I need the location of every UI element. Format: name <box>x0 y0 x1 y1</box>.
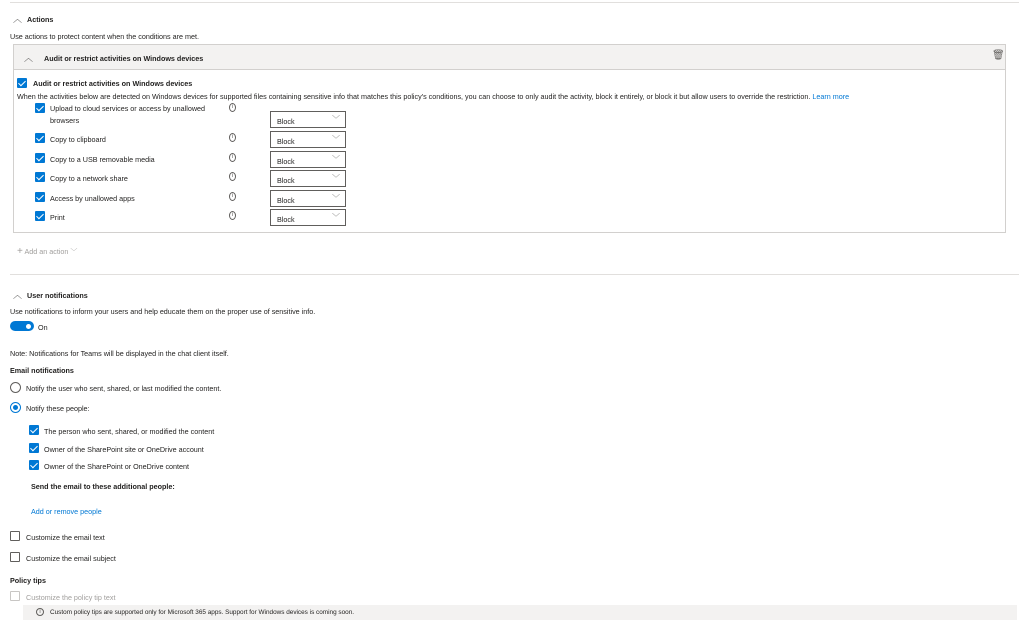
radio-notify-people[interactable] <box>10 402 21 413</box>
people-label-sender: The person who sent, shared, or modified the content <box>44 427 215 436</box>
customize-email-subject-label: Customize the email subject <box>26 554 116 563</box>
chevron-up-icon: ︿ <box>13 290 23 300</box>
activity-label-upload: Upload to cloud services or access by unallowed <box>50 104 206 113</box>
customize-email-text-label: Customize the email text <box>26 533 105 542</box>
people-label-site-owner: Owner of the SharePoint site or OneDrive account <box>44 445 204 454</box>
customize-email-text-checkbox[interactable] <box>10 531 20 541</box>
activity-checkbox-apps[interactable] <box>35 192 45 202</box>
trash-icon[interactable]: 🗑 <box>992 50 1005 61</box>
audit-panel <box>13 44 1006 233</box>
audit-section-description <box>17 92 849 101</box>
chevron-down-icon: ﹀ <box>332 213 340 222</box>
audit-section-label: Audit or restrict activities on Windows devices <box>33 79 193 88</box>
additional-people-heading: Send the email to these additional people: <box>31 482 175 491</box>
select-value: Block <box>277 196 295 205</box>
activity-select-apps[interactable] <box>270 190 346 207</box>
people-checkbox-site-owner[interactable] <box>29 443 39 453</box>
info-icon[interactable]: i <box>229 133 236 142</box>
add-action-label: Add an action <box>24 247 69 256</box>
activity-select-usb[interactable] <box>270 151 346 168</box>
chevron-up-icon: ︿ <box>13 14 23 24</box>
user-notifications-collapse-toggle[interactable] <box>13 288 88 301</box>
people-checkbox-sender[interactable] <box>29 425 39 435</box>
add-remove-people-link[interactable]: Add or remove people <box>31 507 102 516</box>
select-value: Block <box>277 117 295 126</box>
activity-label-network: Copy to a network share <box>50 174 128 183</box>
activity-checkbox-print[interactable] <box>35 211 45 221</box>
activity-label-apps: Access by unallowed apps <box>50 194 135 203</box>
activity-select-network[interactable] <box>270 170 346 187</box>
activity-label-print: Print <box>50 213 65 222</box>
activity-label-clipboard: Copy to clipboard <box>50 135 106 144</box>
actions-heading: Actions <box>27 15 54 24</box>
activity-checkbox-usb[interactable] <box>35 153 45 163</box>
radio-notify-sender[interactable] <box>10 382 21 393</box>
info-icon[interactable]: i <box>229 211 236 220</box>
learn-more-link[interactable]: Learn more <box>812 92 850 101</box>
info-banner-text: Custom policy tips are supported only for Microsoft 365 apps. Support for Windows devices is coming soon. <box>50 609 355 616</box>
audit-section-checkbox[interactable] <box>17 78 27 88</box>
select-value: Block <box>277 137 295 146</box>
select-value: Block <box>277 215 295 224</box>
activity-select-print[interactable] <box>270 209 346 226</box>
customize-email-subject-checkbox[interactable] <box>10 552 20 562</box>
chevron-down-icon: ﹀ <box>332 174 340 183</box>
people-checkbox-content-owner[interactable] <box>29 460 39 470</box>
notifications-toggle[interactable] <box>10 321 34 331</box>
plus-icon: + <box>17 246 23 257</box>
audit-panel-header[interactable] <box>14 45 1005 70</box>
chevron-down-icon: ﹀ <box>332 194 340 203</box>
policy-tips-heading: Policy tips <box>10 576 46 585</box>
email-notifications-heading: Email notifications <box>10 366 74 375</box>
policy-tip-info-banner <box>23 605 1017 620</box>
info-icon[interactable]: i <box>229 103 236 112</box>
user-notifications-heading: User notifications <box>27 291 88 300</box>
audit-panel-title: Audit or restrict activities on Windows devices <box>44 54 204 63</box>
radio-notify-people-label: Notify these people: <box>26 404 90 413</box>
activity-select-clipboard[interactable] <box>270 131 346 148</box>
customize-policy-tip-label: Customize the policy tip text <box>26 593 116 602</box>
customize-policy-tip-checkbox[interactable] <box>10 591 20 601</box>
user-notifications-description: Use notifications to inform your users and help educate them on the proper use of sensitive info. <box>10 307 316 316</box>
people-label-content-owner: Owner of the SharePoint or OneDrive content <box>44 462 190 471</box>
section-divider <box>10 274 1019 275</box>
activity-checkbox-network[interactable] <box>35 172 45 182</box>
audit-description-text: When the activities below are detected on Windows devices for supported files containing sensitive info that matches this policy's conditions, you can choose to only audit the activity, block it entirely, or block it but allow users to override the restriction. <box>17 92 811 101</box>
activity-label-usb: Copy to a USB removable media <box>50 155 155 164</box>
toggle-label: On <box>38 323 48 332</box>
info-icon[interactable]: i <box>229 172 236 181</box>
actions-description: Use actions to protect content when the conditions are met. <box>10 32 199 41</box>
radio-notify-sender-label: Notify the user who sent, shared, or last modified the content. <box>26 384 222 393</box>
chevron-down-icon: ﹀ <box>70 249 78 256</box>
chevron-down-icon: ﹀ <box>332 135 340 144</box>
select-value: Block <box>277 157 295 166</box>
activity-select-upload[interactable] <box>270 111 346 128</box>
activity-checkbox-clipboard[interactable] <box>35 133 45 143</box>
info-icon[interactable]: i <box>229 153 236 162</box>
chevron-down-icon: ﹀ <box>332 155 340 164</box>
top-divider <box>10 2 1019 3</box>
teams-note: Note: Notifications for Teams will be displayed in the chat client itself. <box>10 349 229 358</box>
info-icon[interactable]: i <box>229 192 236 201</box>
add-action-button[interactable] <box>17 246 77 257</box>
info-icon: i <box>36 608 44 616</box>
activity-checkbox-upload[interactable] <box>35 103 45 113</box>
select-value: Block <box>277 176 295 185</box>
chevron-up-icon: ︿ <box>24 53 34 63</box>
chevron-down-icon: ﹀ <box>332 115 340 124</box>
actions-collapse-toggle[interactable] <box>13 12 53 25</box>
activity-label-upload-cont: browsers <box>50 116 80 125</box>
